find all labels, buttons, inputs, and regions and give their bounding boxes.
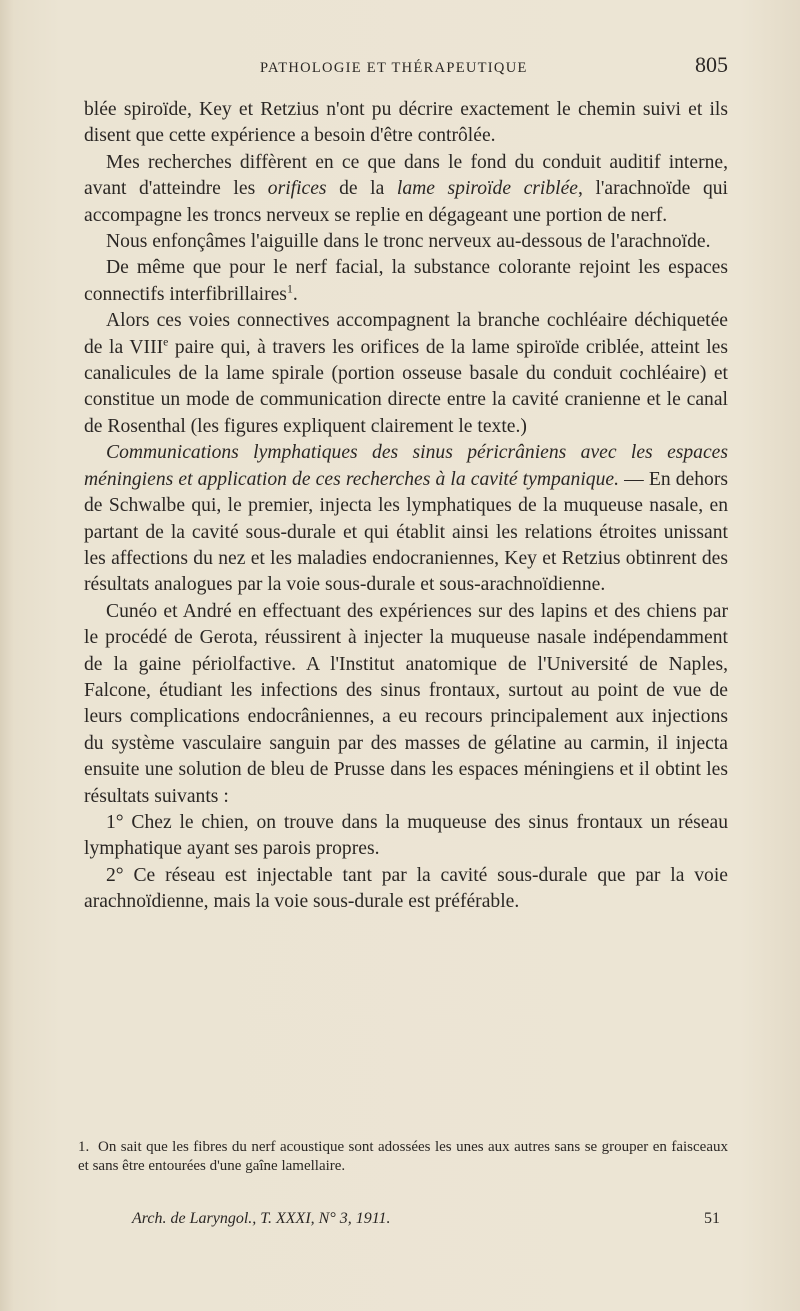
page-header [84,52,728,82]
footnote-text: On sait que les fibres du nerf acoustique sont adossées les unes aux autres sans se grouper en faisceaux et sans être entourées d'une gaîne lamellaire. [78,1139,728,1174]
paragraph-5: Alors ces voies connectives accompagnent la branche cochléaire déchiquetée de la VIIIe paire qui, à travers les orifices de la lame spiroïde criblée, atteint les canalicules de la lame spirale (portion osseuse basale du conduit cochléaire) et constitue un mode de communication directe entre la cavité cranienne et le canal de Rosenthal (les figures expliquent clairement le texte.) [84,310,728,437]
footnotes [78,1138,728,1176]
paragraph-4: De même que pour le nerf facial, la substance colorante rejoint les espaces connectifs interfibrillaires$^1$. [84,257,728,305]
signature-mark: 51 [704,1210,720,1227]
journal-reference: Arch. de Laryngol., T. XXXI, N° 3, 1911. [132,1210,391,1227]
paragraph-1: blée spiroïde, Key et Retzius n'ont pu décrire exactement le chemin suivi et ils disent que cette expérience a besoin d'être contrôlée. [84,99,728,147]
paragraph-2: Mes recherches diffèrent en ce que dans le fond du conduit auditif interne, avant d'atteindre les orifices de la lame spiroïde criblée, l'arachnoïde qui accompagne les troncs nerveux se replie en dégageant une portion de nerf. [84,151,728,226]
section-heading: Communications lymphatiques des sinus péricrâniens avec les espaces méningiens et application de ces recherches à la cavité tympanique. [84,442,728,490]
paragraph-9: 2° Ce réseau est injectable tant par la cavité sous-durale que par la voie arachnoïdienne, mais la voie sous-durale est préférable. [84,864,728,913]
body-text [84,97,728,916]
page-number: 805 [695,52,728,77]
paragraph-8: 1° Chez le chien, on trouve dans la muqueuse des sinus frontaux un réseau lymphatique ayant ses parois propres. [84,811,728,860]
paragraph-3: Nous enfonçâmes l'aiguille dans le tronc nerveux au-dessous de l'arachnoïde. [106,231,711,253]
page-footer [132,1210,720,1232]
footnote-1 [78,1138,728,1176]
footnote-number: 1. [78,1139,90,1155]
paragraph-6: Communications lymphatiques des sinus péricrâniens avec les espaces méningiens et application de ces recherches à la cavité tympanique. — En dehors de Schwalbe qui, le premier, injecta les lymphatiques de la muqueuse nasale, en partant de la cavité sous-durale et qui établit ainsi les relations étroites unissant les affections du nez et les maladies endocraniennes, Key et Retzius obtinrent des résultats analogues par la voie sous-durale et sous-arachnoïdienne. [84,442,729,596]
footnote-ref: 1 [286,282,293,296]
paragraph-7: Cunéo et André en effectuant des expériences sur des lapins et des chiens par le procédé de Gerota, réussirent à injecter la muqueuse nasale indépendamment de la gaine périolfactive. A l'Institut anatomique de l'Université de Naples, Falcone, étudiant les infections des sinus frontaux, surtout au point de vue de leurs complications endocrâniennes, a eu recours principalement aux injections du système vasculaire sanguin par des masses de gélatine au carmin, il injecta ensuite une solution de bleu de Prusse dans les espaces méningiens et il obtint les résultats suivants : [84,600,728,807]
running-title: PATHOLOGIE ET THÉRAPEUTIQUE [260,60,528,76]
